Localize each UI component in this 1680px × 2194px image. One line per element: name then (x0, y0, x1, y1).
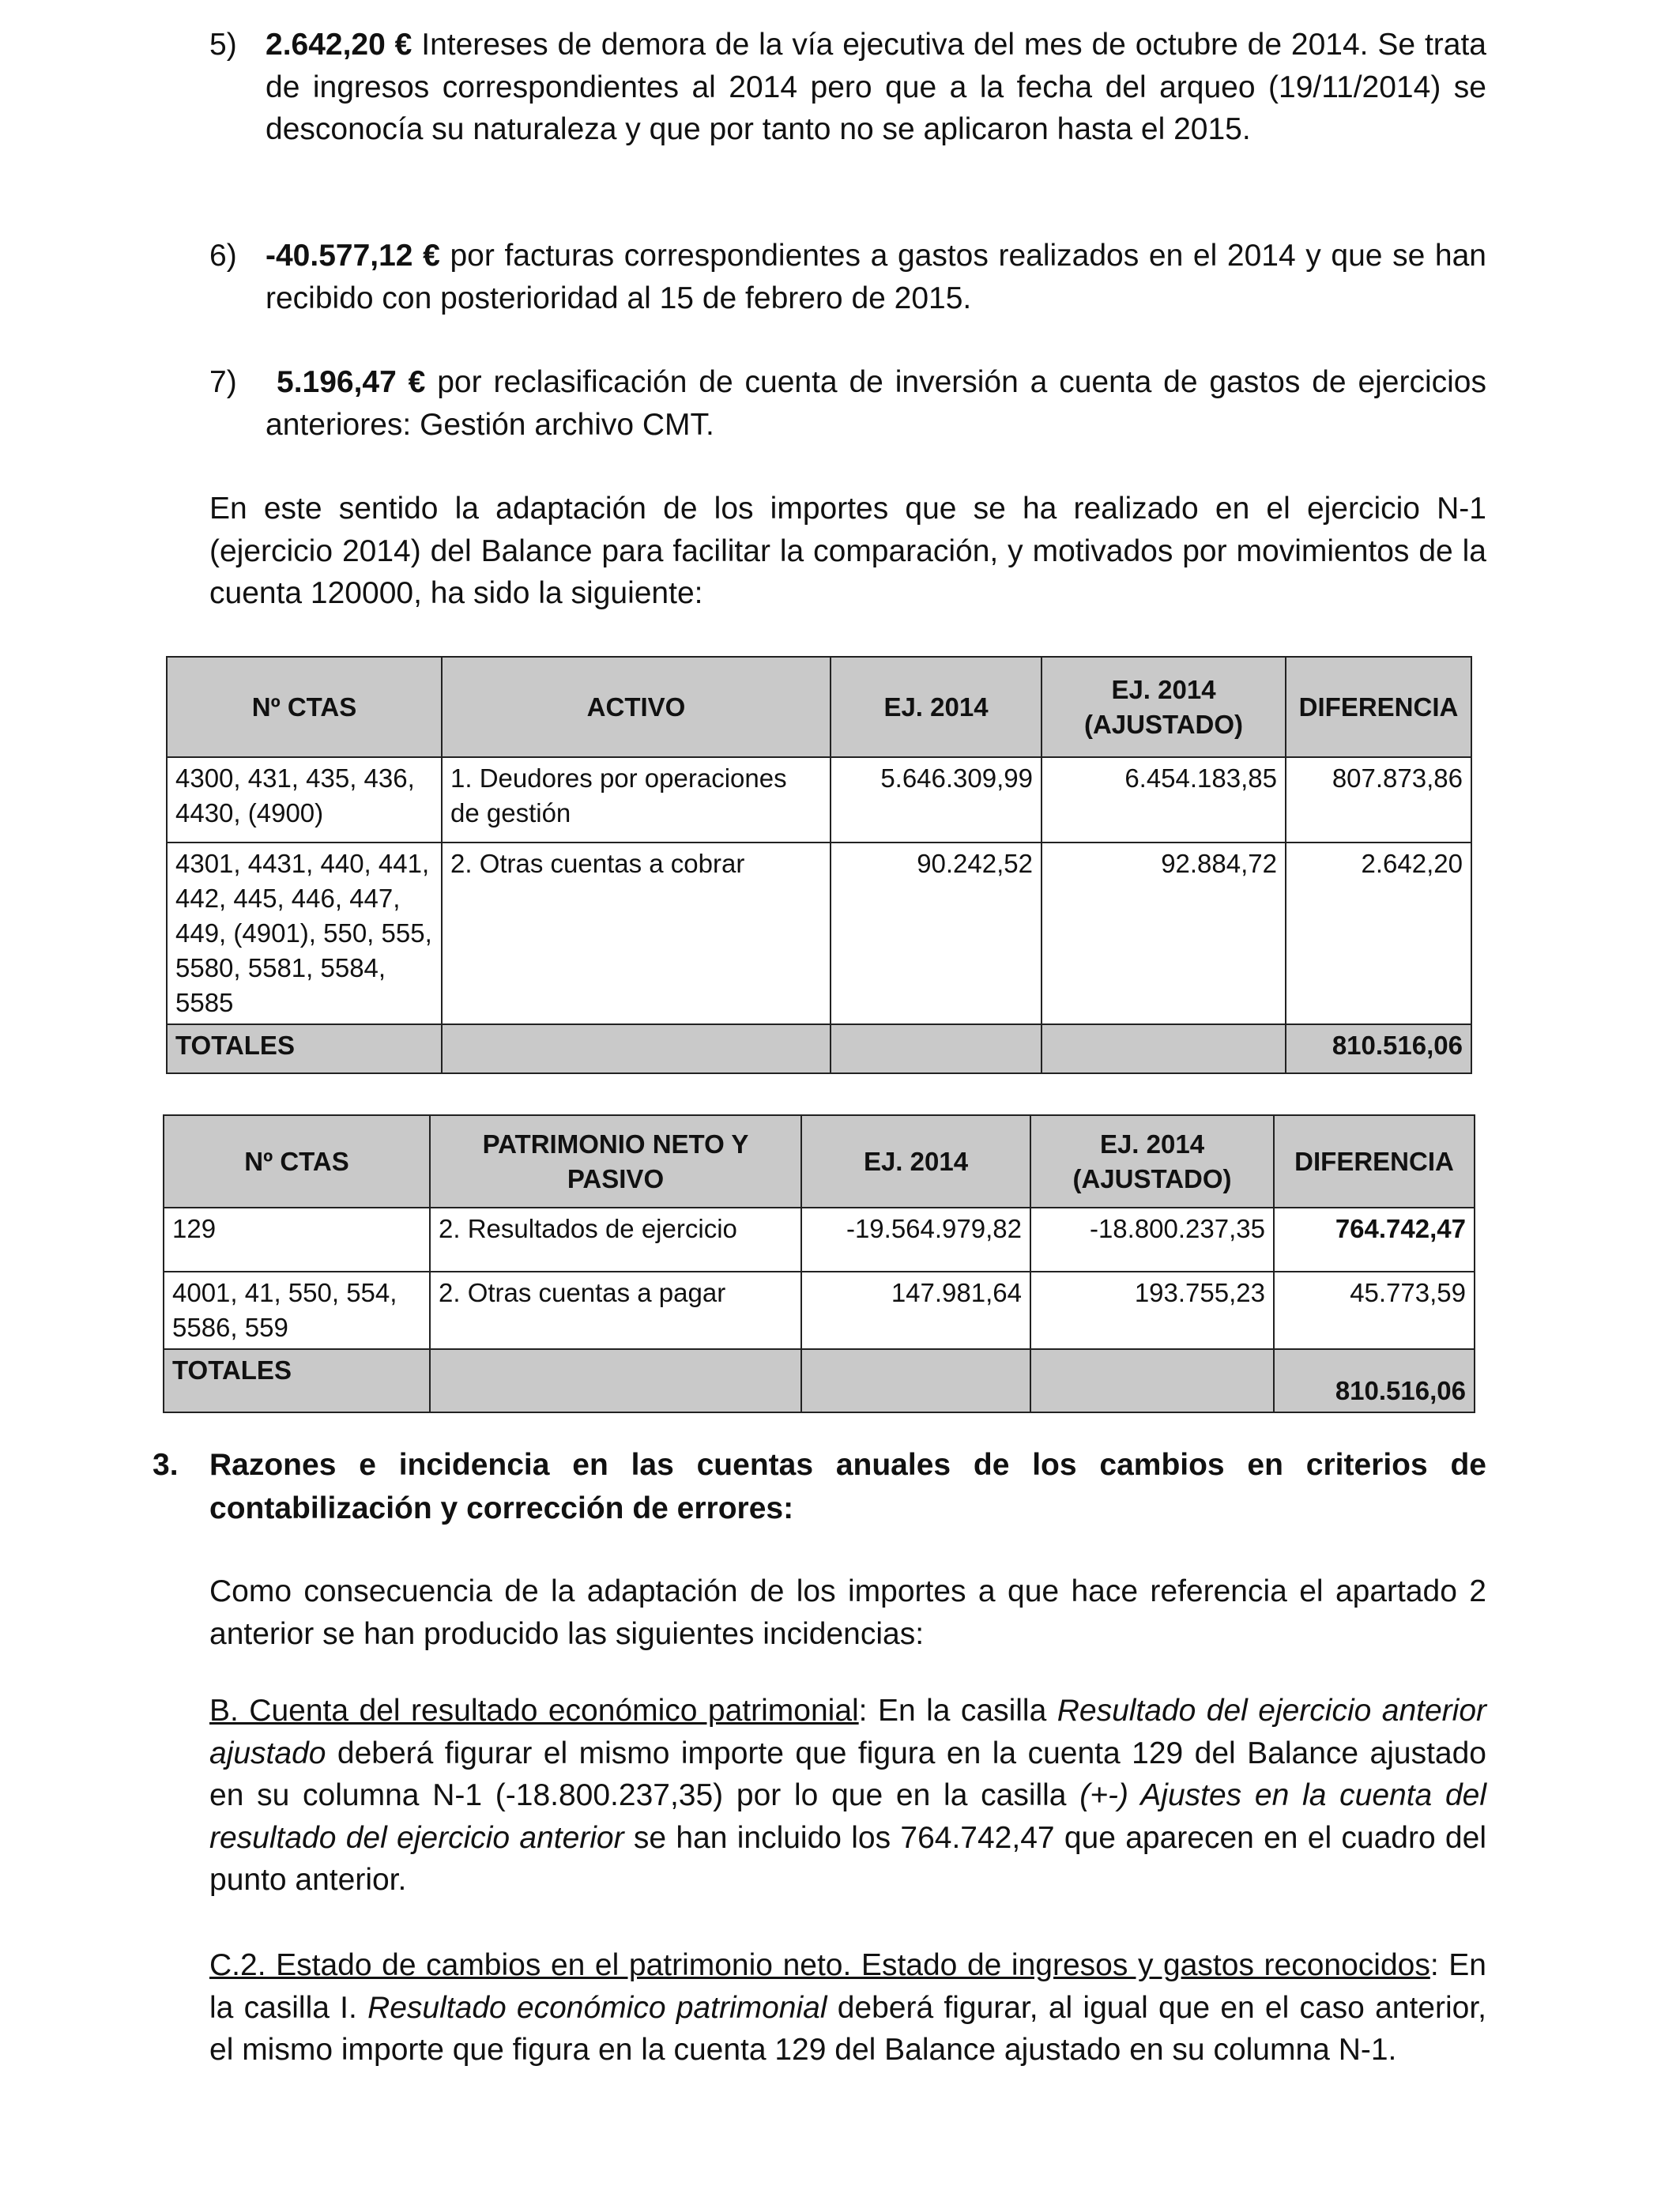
column-header: EJ. 2014 (831, 657, 1042, 757)
column-header: PATRIMONIO NETO Y PASIVO (430, 1115, 801, 1208)
table-cell (1030, 1349, 1274, 1412)
table-cell: 6.454.183,85 (1042, 757, 1286, 843)
table-cell (442, 1024, 831, 1073)
text-run: deberá figurar, al igual que en el caso anterior, el mismo importe que figura en la cuenta 129 del Balance ajustado en su columna N-1. (209, 1990, 1487, 2067)
table-cell: -19.564.979,82 (801, 1208, 1030, 1272)
italic-run: Resultado del ejercicio anterior ajustado (209, 1694, 1486, 1770)
italic-run: (+-) Ajustes en la cuenta del resultado del ejercicio anterior (209, 1778, 1487, 1855)
total-label: TOTALES (164, 1349, 430, 1412)
paragraph-heading: C.2. Estado de cambios en el patrimonio neto. Estado de ingresos y gastos reconocidos (209, 1948, 1430, 1982)
table-cell (801, 1349, 1030, 1412)
table-cell: 90.242,52 (831, 843, 1042, 1024)
paragraph: Como consecuencia de la adaptación de los importes a que hace referencia el apartado 2 anterior se han producido las siguientes incidencias: (209, 1574, 1486, 1651)
pasivo-table (163, 1114, 1475, 1413)
table-cell: 2. Otras cuentas a pagar (430, 1272, 801, 1349)
table-header-row (167, 657, 1471, 757)
column-header: EJ. 2014 (801, 1115, 1030, 1208)
column-header: EJ. 2014 (AJUSTADO) (1042, 657, 1286, 757)
text-run: : En la casilla (858, 1694, 1057, 1728)
table-row (167, 757, 1471, 843)
table-cell: 764.742,47 (1274, 1208, 1475, 1272)
amount: 5.196,47 € (277, 365, 426, 399)
text-run: se han incluido los 764.742,47 que aparecen en el cuadro del punto anterior. (209, 1820, 1486, 1897)
table-cell: 4001, 41, 550, 554, 5586, 559 (164, 1272, 430, 1349)
table-cell (1042, 1024, 1286, 1073)
column-header: DIFERENCIA (1274, 1115, 1475, 1208)
total-label: TOTALES (167, 1024, 442, 1073)
column-header: EJ. 2014 (AJUSTADO) (1030, 1115, 1274, 1208)
table-cell: 2.642,20 (1286, 843, 1471, 1024)
text-run: deberá figurar el mismo importe que figura en la cuenta 129 del Balance ajustado en su columna N-1 (-18.800.237,35) por lo que en la casilla (209, 1736, 1486, 1812)
column-header: ACTIVO (442, 657, 831, 757)
table-row (167, 843, 1471, 1024)
list-number: 5) (209, 28, 237, 62)
table-cell (831, 1024, 1042, 1073)
total-value: 810.516,06 (1286, 1024, 1471, 1073)
amount: 2.642,20 € (266, 28, 412, 62)
text-run: : En la casilla I. (209, 1948, 1486, 2025)
table-cell: 193.755,23 (1030, 1272, 1274, 1349)
list-item (266, 235, 1486, 319)
table-header-row (164, 1115, 1475, 1208)
table-cell: 45.773,59 (1274, 1272, 1475, 1349)
list-item (266, 361, 1486, 446)
table-cell: 4300, 431, 435, 436, 4430, (4900) (167, 757, 442, 843)
table-cell: 129 (164, 1208, 430, 1272)
table-row (164, 1208, 1475, 1272)
list-item (266, 24, 1486, 151)
list-item-text: por facturas correspondientes a gastos realizados en el 2014 y que se han recibido con posterioridad al 15 de febrero de 2015. (266, 239, 1486, 315)
paragraph-c2 (209, 1944, 1486, 2071)
table-cell: 2. Otras cuentas a cobrar (442, 843, 831, 1024)
table-cell: 92.884,72 (1042, 843, 1286, 1024)
column-header: DIFERENCIA (1286, 657, 1471, 757)
table-row (164, 1272, 1475, 1349)
section-heading: Razones e incidencia en las cuentas anuales de los cambios en criterios de contabilización y corrección de errores: (209, 1448, 1486, 1525)
table-cell: 4301, 4431, 440, 441, 442, 445, 446, 447, 449, (4901), 550, 555, 5580, 5581, 5584, 5585 (167, 843, 442, 1024)
section-number: 3. (153, 1448, 179, 1482)
intro-paragraph: En este sentido la adaptación de los importes que se ha realizado en el ejercicio N-1 (ejercicio 2014) del Balance para facilitar la comparación, y motivados por movimientos de la cuenta 120000, ha sido la siguiente: (209, 492, 1486, 610)
table-total-row (167, 1024, 1471, 1073)
table-cell: 2. Resultados de ejercicio (430, 1208, 801, 1272)
italic-run: Resultado económico patrimonial (367, 1990, 827, 2025)
column-header: Nº CTAS (164, 1115, 430, 1208)
amount: -40.577,12 € (266, 239, 440, 273)
paragraph-b (209, 1690, 1486, 1902)
list-item-text: Intereses de demora de la vía ejecutiva del mes de octubre de 2014. Se trata de ingresos correspondientes al 2014 pero que a la fecha del arqueo (19/11/2014) se desconocía su naturaleza y que por tanto no se aplicaron hasta el 2015. (266, 28, 1486, 146)
table-cell: 147.981,64 (801, 1272, 1030, 1349)
list-number: 6) (209, 239, 237, 273)
total-value: 810.516,06 (1274, 1349, 1475, 1412)
table-cell: -18.800.237,35 (1030, 1208, 1274, 1272)
table-cell (430, 1349, 801, 1412)
list-item-text: por reclasificación de cuenta de inversión a cuenta de gastos de ejercicios anteriores: Gestión archivo CMT. (266, 365, 1486, 442)
table-total-row (164, 1349, 1475, 1412)
activo-table (166, 656, 1472, 1074)
column-header: Nº CTAS (167, 657, 442, 757)
paragraph-heading: B. Cuenta del resultado económico patrimonial (209, 1694, 859, 1728)
table-cell: 1. Deudores por operaciones de gestión (442, 757, 831, 843)
table-cell: 5.646.309,99 (831, 757, 1042, 843)
table-cell: 807.873,86 (1286, 757, 1471, 843)
list-number: 7) (209, 365, 237, 399)
